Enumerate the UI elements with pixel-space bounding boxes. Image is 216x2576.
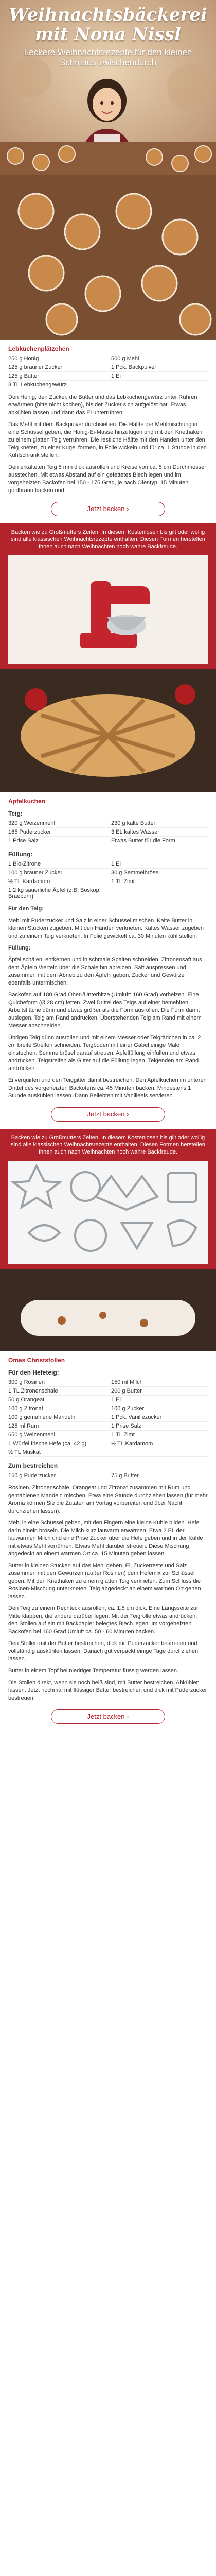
- page-title: [0, 5, 216, 44]
- table-row: 100 g brauner Zucker 30 g Semmelbrösel: [8, 869, 208, 877]
- bake-now-button[interactable]: Jetzt backen ›: [51, 1107, 165, 1122]
- lebkuchen-photo: [0, 175, 216, 340]
- recipe-step: Den erkalteten Teig 5 mm dick ausrollen und Kreise von ca. 5 cm Durchmesser ausstechen. Mit etwas Abstand auf ein gefettetes Blech legen und im vorgeheizten Backofen bei 150 - 175 Grad, je nach Ofentyp, 15 Minuten goldbraun backen und: [8, 464, 206, 494]
- recipe-title: Omas Christstollen: [8, 1357, 65, 1364]
- ad-text: Backen wie zu Großmutters Zeiten. In diesem Kostenlosen bis gilt oder wollig sind alle klassischen Weihnachtsrezepte enthalten. Diesen Formen herstellen Ihnen auch nach Weihnachten noch wahre Backfreude.: [11, 1134, 205, 1155]
- apfelkuchen-photo: [0, 669, 216, 792]
- ingredients-table: [8, 354, 208, 389]
- hero-banner: [0, 0, 216, 175]
- table-row: 1 Bio-Zitrone 1 Ei: [8, 860, 208, 869]
- ingredients-table: [8, 860, 208, 901]
- section-title: Teig:: [8, 810, 23, 817]
- recipe-step: Den Honig, den Zucker, die Butter und das Lebkuchengewürz unter Rühren erwärmen (bitte nicht kochen), bis der Zucker sich aufgelöst hat. Etwas abkühlen lassen und dann das Ei unterrühren.: [8, 394, 197, 416]
- table-row: 3 TL Lebkuchengewürz: [8, 381, 208, 389]
- recipe-step: Mehl mit Puderzucker und Salz in einer Schüssel mischen. Kalte Butter in kleinen Stücken zugeben. Mit den Händen verkneten. Kaltes Wasser zugeben und zu einem Teig verkneten. In Folie gewickelt ca. 30 Minuten kühl stellen.: [8, 918, 204, 939]
- page-subtitle: Leckere Weihnachtsrezepte für den kleinen Schmaus zwischendurch: [24, 47, 192, 67]
- recipe-lebkuchen: [0, 345, 216, 516]
- table-row: 1,2 kg säuerliche Äpfel (z.B. Boskop, Braeburn): [8, 886, 208, 901]
- table-row: 320 g Weizenmehl 230 g kalte Butter: [8, 819, 208, 828]
- table-row: 50 g Orangeat 1 Ei: [8, 1396, 208, 1404]
- title-line-2: mit Nona Nissl: [35, 24, 181, 45]
- ingredients-table: [8, 1471, 208, 1480]
- lebkuchen-image: [0, 175, 216, 340]
- recipe-step-heading: Füllung:: [8, 945, 31, 951]
- recipe-title: Apfelkuchen: [8, 798, 46, 805]
- table-row: 125 g Butter 1 Ei: [8, 372, 208, 381]
- stollen-photo: [0, 1269, 216, 1351]
- recipe-step: Das Mehl mit dem Backpulver durchsieben. Die Hälfte der Mehlmischung in eine Schüssel geben, die Honig-Ei-Masse hinzufügen und mit den Knethaken zu einem glatten Teig verrühren. Die restliche Hälfte mit den Händen unter den Teig kneten, zu einer Kugel formen, in Folie wickeln und für ca. 1 Stunde in den Kühlschrank stellen.: [8, 421, 207, 459]
- recipe-step: Den Teig zu einem Rechteck ausrollen, ca. 1,5 cm dick. Eine Längsseite zur Mitte klappen, die andere darüber legen. Mit der Teigrolle etwas andrücken, den Stollen auf ein mit Backpapier belegtes Blech legen. Im vorgeheizten Backofen bei 160 Grad Umluft ca. 50 - 60 Minuten backen.: [8, 1605, 199, 1635]
- recipe-step: Den Stollen mit der Butter bestreichen, dick mit Puderzucker bestreuen und vollständig auskühlen lassen. Danach gut verpackt einige Tage durchziehen lassen.: [8, 1640, 199, 1662]
- kitchen-mixer-illustration: [8, 555, 208, 664]
- table-row: 125 ml Rum 1 Prise Salz: [8, 1422, 208, 1431]
- table-row: ½ TL Muskat: [8, 1448, 208, 1457]
- table-row: 300 g Rosinen 150 ml Milch: [8, 1378, 208, 1387]
- cookie-cutters-illustration: [8, 1161, 208, 1264]
- ad-image: [8, 555, 208, 664]
- recipe-step: Backofen auf 180 Grad Ober-/Unterhitze (Umluft: 160 Grad) vorheizen. Eine Quicheform (Ø 28 cm) fetten. Zwei Drittel des Teigs auf einer bemehlten Arbeitsfläche dünn und etwas größer als die Form ausrollen. Die Form damit auslegen. Teig am Rand andrücken. Überstehenden Teig am Rand mit einem Messer abschneiden.: [8, 992, 202, 1029]
- table-row: 165 Puderzucker 3 EL kaltes Wasser: [8, 828, 208, 837]
- table-row: 100 g Zitronat 100 g Zucker: [8, 1404, 208, 1413]
- table-row: 250 g Honig 500 g Mehl: [8, 354, 208, 363]
- recipe-step: Ei verquirlen und den Teiggitter damit bestreichen. Den Apfelkuchen im unteren Drittel des vorgeheizten Backofens ca. 45 Minuten backen. Mindestens 1 Stunde auskühlen lassen. Dann Beliebten mit Vanilleeis servieren.: [8, 1077, 207, 1099]
- section-title: Für den Hefeteig:: [8, 1369, 59, 1376]
- section-title: Füllung:: [8, 851, 33, 858]
- table-row: 1 TL Zitronenschale 200 g Butter: [8, 1387, 208, 1396]
- recipe-step-heading: Für den Teig:: [8, 906, 44, 912]
- table-row: 125 g brauner Zucker 1 Pck. Backpulver: [8, 363, 208, 372]
- recipe-step: Butter in kleinen Stücken auf das Mehl geben. Ei, Zuckerreste und Salz zusammen mit den Gewürzen (außer Rosinen) dem Hefemix zur Schüssel geben. Mit den Knethaken zu einem glatten Teig verkneten. Zum Schluss die Rosinen-Mischung unterkneten. Teig abgedeckt an einem warmen Ort gehen lassen.: [8, 1563, 201, 1600]
- table-row: 1 Prise Salz Etwas Butter für die Form: [8, 837, 208, 845]
- cookie-tray-illustration: [0, 131, 216, 175]
- recipe-step: Die Stollen direkt, wenn sie noch heiß sind, mit Butter bestreichen. Abkühlen lassen. Jetzt nochmal mit flüssiger Butter bestreichen und dick mit Puderzucker bestreuen.: [8, 1680, 207, 1701]
- title-line-1: Weihnachtsbäckerei: [9, 5, 207, 25]
- ingredients-table: [8, 819, 208, 845]
- recipe-step: Rosinen, Zitronenschale, Orangeat und Zitronat zusammen mit Rum und gemahlenen Mandeln mischen. Etwa eine Stunde durchziehen lassen (für mehr Aroma können Sie die Zutaten am Vortag vorbereiten und über Nacht durchziehen lassen).: [8, 1485, 208, 1514]
- table-row: 1 Würfel frische Hefe (ca. 42 g) ½ TL Kardamom: [8, 1439, 208, 1448]
- section-title: Zum bestreichen: [8, 1462, 58, 1469]
- bake-now-button[interactable]: Jetzt backen ›: [51, 1709, 165, 1724]
- table-row: ½ TL Kardamom 1 TL Zimt: [8, 877, 208, 886]
- stollen-image: [0, 1269, 216, 1351]
- ad-banner-mixer[interactable]: [0, 523, 216, 669]
- recipe-step: Äpfel schälen, entkernen und in schmale Spalten schneiden. Zitronensaft aus dem Äpfeln Vierteln über die Schale hin abreiben. Saft auspressen und zusammen mit dem Abrieb zu den Äpfeln geben. Zucker und Gewürze ebenfalls untermischen.: [8, 957, 202, 986]
- bake-now-button[interactable]: Jetzt backen ›: [51, 502, 165, 516]
- table-row: 100 g gemahlene Mandeln 1 Pck. Vanillezucker: [8, 1413, 208, 1422]
- ingredients-table: [8, 1378, 208, 1457]
- recipe-christstollen: [0, 1357, 216, 1724]
- ad-text: Backen wie zu Großmutters Zeiten. In diesem Kostenlosen bis gilt oder wollig sind alle klassischen Weihnachtsrezepte enthalten. Diesen Formen herstellen Ihnen auch nach Weihnachten noch wahre Backfreude.: [11, 529, 205, 550]
- recipe-apfelkuchen: [0, 798, 216, 1122]
- recipe-step: Butter in einem Topf bei niedriger Temperatur flüssig werden lassen.: [8, 1668, 178, 1674]
- recipe-step: Mehl in eine Schüssel geben, mit den Fingern eine kleine Kuhle bilden. Hefe darin hinein bröseln. Die Milch kurz lauwarm erwärmen. Etwa 2 EL der lauwarmen Milch und eine Prise Zucker über die Hefe geben und in der Kuhle mit etwas Mehl verrühren. Etwas Mehl darüber streuen. Diese Mischung abgedeckt an einem warmen Ort ca. 15 Minuten gehen lassen.: [8, 1520, 203, 1557]
- table-row: 150 g Puderzucker 75 g Butter: [8, 1471, 208, 1480]
- ad-image: [8, 1161, 208, 1264]
- recipe-step: Übrigen Teig dünn ausrollen und mit einem Messer oder Teigrädchen in ca. 2 cm breite Streifen schneiden. Teigboden mit einer Gabel einige Male einstechen. Semmelbrösel darauf streuen. Apfelfüllung einfüllen und etwas andrücken. Teigstreifen als Gitter auf die Füllung legen. Teigenden am Rand andrücken.: [8, 1035, 201, 1072]
- ad-banner-cookie-cutters[interactable]: [0, 1129, 216, 1269]
- apfelkuchen-image: [0, 669, 216, 792]
- recipe-title: Lebkuchenplätzchen: [8, 345, 69, 352]
- table-row: 650 g Weizenmehl 1 TL Zimt: [8, 1431, 208, 1439]
